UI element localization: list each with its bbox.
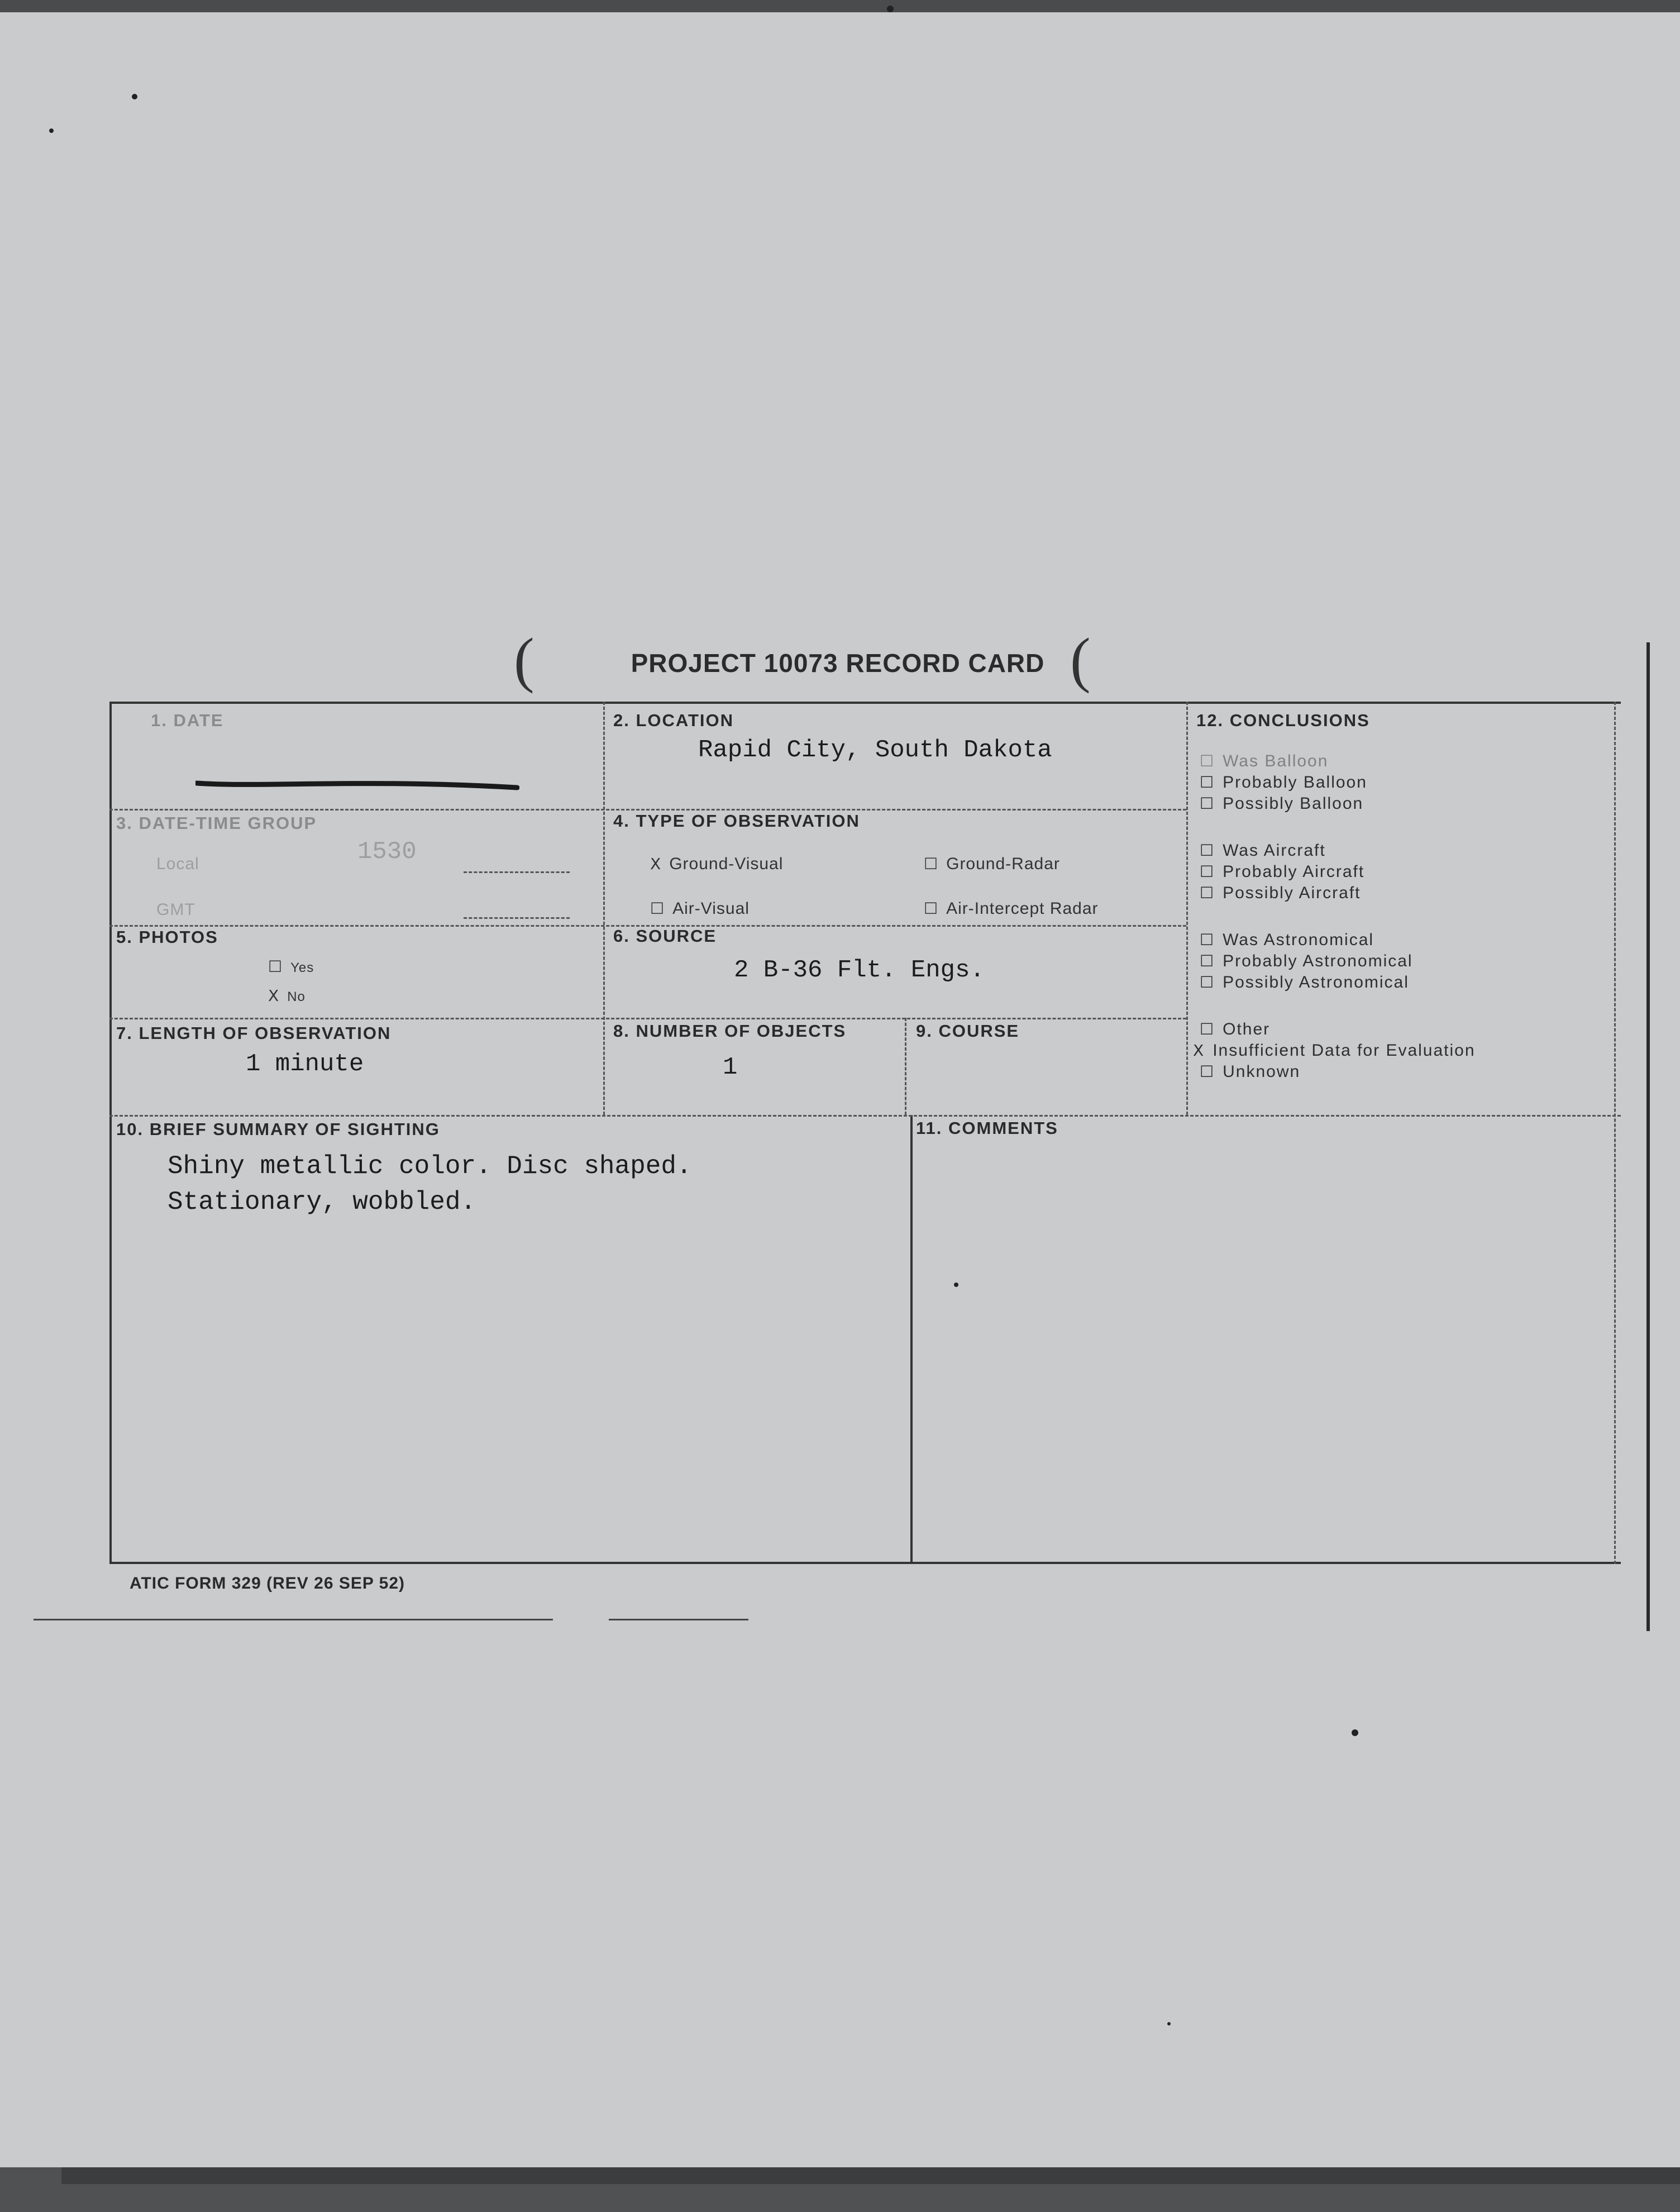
conclusion-possibly-balloon	[1200, 794, 1363, 813]
location-label: 2. LOCATION	[613, 711, 734, 730]
conclusion-possibly-aircraft	[1200, 884, 1361, 903]
photos-label: 5. PHOTOS	[116, 927, 218, 947]
scan-speck	[132, 94, 137, 99]
checkbox-icon: ☐	[1200, 794, 1215, 813]
conclusion-possibly-balloon-label: Possibly Balloon	[1223, 794, 1364, 813]
dtg-gmt-underline	[464, 917, 570, 919]
checkbox-icon: ☐	[268, 957, 283, 976]
divider-row4	[109, 1115, 1621, 1117]
observation-air-intercept-radar	[924, 899, 1099, 918]
cut-line-left	[34, 1619, 553, 1620]
scan-speck	[49, 128, 54, 133]
photos-yes	[268, 957, 314, 976]
card-bottom-border	[109, 1562, 1621, 1564]
sheet-right-edge	[1646, 642, 1650, 1631]
source-label: 6. SOURCE	[613, 926, 717, 946]
number-of-objects-label: 8. NUMBER OF OBJECTS	[613, 1021, 847, 1041]
conclusion-was-aircraft-label: Was Aircraft	[1223, 841, 1326, 860]
observation-air-visual	[650, 899, 750, 918]
checked-mark-icon: X	[268, 986, 280, 1005]
photos-no	[268, 986, 306, 1005]
photos-yes-label: Yes	[290, 960, 314, 975]
comments-label: 11. COMMENTS	[916, 1118, 1058, 1138]
divider-col2	[1186, 702, 1188, 1115]
divider-summary-comments	[910, 1115, 913, 1564]
checkbox-icon: ☐	[1200, 952, 1215, 970]
card-top-border	[109, 702, 1621, 704]
date-label: 1. DATE	[151, 711, 224, 730]
decorative-paren-right: (	[1070, 626, 1091, 694]
dtg-local-value: 1530	[357, 838, 417, 866]
observation-air-visual-label: Air-Visual	[672, 899, 750, 918]
conclusion-probably-balloon	[1200, 773, 1367, 792]
scan-top-edge	[0, 0, 1680, 12]
conclusion-was-astronomical	[1200, 931, 1374, 950]
conclusions-label: 12. CONCLUSIONS	[1196, 711, 1370, 730]
observation-ground-radar-label: Ground-Radar	[946, 855, 1060, 873]
conclusion-probably-aircraft	[1200, 862, 1364, 881]
checkbox-icon: ☐	[924, 899, 939, 918]
conclusion-possibly-astronomical-label: Possibly Astronomical	[1223, 973, 1409, 991]
conclusion-probably-balloon-label: Probably Balloon	[1223, 773, 1367, 792]
length-label: 7. LENGTH OF OBSERVATION	[116, 1023, 392, 1043]
cut-line-mid	[609, 1619, 748, 1620]
length-value: 1 minute	[246, 1050, 364, 1078]
summary-line: Shiny metallic color. Disc shaped.	[168, 1152, 692, 1181]
course-label: 9. COURSE	[916, 1021, 1020, 1041]
summary-line: Stationary, wobbled.	[168, 1188, 476, 1217]
dtg-gmt-label: GMT	[156, 900, 195, 919]
conclusion-probably-astronomical	[1200, 952, 1413, 971]
checkbox-icon: ☐	[1200, 1062, 1215, 1081]
source-value: 2 B-36 Flt. Engs.	[734, 956, 985, 984]
card-left-border	[109, 702, 112, 1564]
checkbox-icon: ☐	[1200, 884, 1215, 902]
photos-no-label: No	[287, 989, 306, 1004]
card-title: PROJECT 10073 RECORD CARD	[631, 649, 1045, 678]
location-value: Rapid City, South Dakota	[698, 736, 1052, 764]
observation-type-label: 4. TYPE OF OBSERVATION	[613, 811, 860, 831]
summary-label: 10. BRIEF SUMMARY OF SIGHTING	[116, 1119, 440, 1139]
conclusion-possibly-astronomical	[1200, 973, 1409, 992]
conclusion-insufficient-data	[1193, 1041, 1476, 1060]
summary-text	[168, 1148, 692, 1220]
checkbox-icon: ☐	[1200, 752, 1215, 770]
checkbox-icon: ☐	[1200, 841, 1215, 860]
decorative-paren-left: (	[514, 626, 534, 694]
conclusion-insufficient-data-label: Insufficient Data for Evaluation	[1213, 1041, 1476, 1060]
dtg-local-underline	[464, 871, 570, 873]
divider-col1	[603, 702, 605, 1115]
card-right-border	[1614, 702, 1616, 1564]
scan-bottom-edge-inner	[61, 2167, 1680, 2184]
dtg-local-label: Local	[156, 855, 199, 873]
dtg-label: 3. DATE-TIME GROUP	[116, 813, 317, 833]
checkbox-icon: ☐	[1200, 862, 1215, 881]
checked-mark-icon: X	[1193, 1041, 1205, 1060]
divider-row1	[109, 809, 1186, 811]
observation-ground-visual-label: Ground-Visual	[669, 855, 784, 873]
conclusion-other-label: Other	[1223, 1020, 1271, 1038]
conclusion-other	[1200, 1020, 1270, 1039]
conclusion-was-aircraft	[1200, 841, 1326, 860]
checkbox-icon: ☐	[1200, 773, 1215, 792]
checkbox-icon: ☐	[1200, 1020, 1215, 1038]
conclusion-was-balloon-label: Was Balloon	[1223, 752, 1329, 770]
checkbox-icon: ☐	[924, 855, 939, 873]
checkbox-icon: ☐	[1200, 973, 1215, 991]
checked-mark-icon: X	[650, 855, 662, 873]
conclusion-unknown-label: Unknown	[1223, 1062, 1301, 1081]
conclusion-possibly-aircraft-label: Possibly Aircraft	[1223, 884, 1361, 902]
form-id: ATIC FORM 329 (REV 26 SEP 52)	[130, 1574, 405, 1593]
conclusion-probably-astronomical-label: Probably Astronomical	[1223, 952, 1413, 970]
conclusion-probably-aircraft-label: Probably Aircraft	[1223, 862, 1365, 881]
scan-speck	[1167, 2022, 1171, 2025]
checkbox-icon: ☐	[1200, 931, 1215, 949]
conclusion-unknown	[1200, 1062, 1300, 1081]
observation-air-intercept-radar-label: Air-Intercept Radar	[946, 899, 1099, 918]
observation-ground-radar	[924, 855, 1060, 874]
conclusion-was-balloon	[1200, 752, 1328, 771]
divider-col8-9	[905, 1018, 906, 1115]
scan-speck	[1352, 1729, 1358, 1736]
divider-row3	[109, 1018, 1186, 1019]
checkbox-icon: ☐	[650, 899, 665, 918]
number-of-objects-value: 1	[723, 1053, 738, 1081]
scan-speck	[887, 6, 894, 12]
observation-ground-visual	[650, 855, 783, 874]
conclusion-was-astronomical-label: Was Astronomical	[1223, 931, 1374, 949]
